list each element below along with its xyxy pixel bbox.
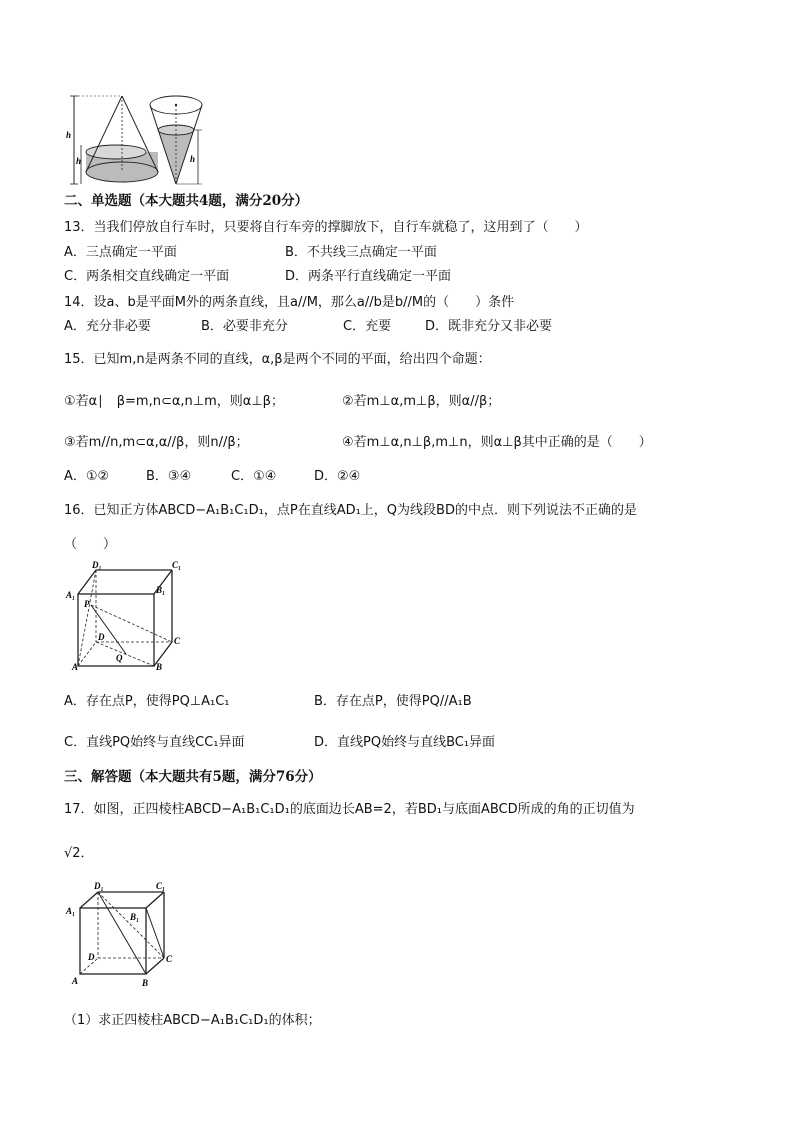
q13-option-c: C．两条相交直线确定一平面 bbox=[64, 269, 230, 284]
q16-option-b: B．存在点P，使得PQ//A₁B bbox=[314, 694, 472, 709]
q13-option-d: D．两条平行直线确定一平面 bbox=[285, 269, 452, 284]
section2-title: 二、单选题（本大题共4题，满分20分） bbox=[64, 193, 309, 209]
q16-option-a: A．存在点P，使得PQ⊥A₁C₁ bbox=[64, 694, 230, 709]
label-b1: B₁ bbox=[156, 585, 166, 595]
q14-option-a: A．充分非必要 bbox=[64, 319, 151, 334]
q16-stem: 16．已知正方体ABCD−A₁B₁C₁D₁，点P在直线AD₁上，Q为线段BD的中点．则下列说法不正确的是 bbox=[64, 503, 637, 518]
q17-stem: 17．如图，正四棱柱ABCD−A₁B₁C₁D₁的底面边长AB=2，若BD₁与底面ABCD所成的角的正切值为 bbox=[64, 802, 635, 817]
label-h1: h bbox=[76, 156, 82, 166]
q16-option-d: D．直线PQ始终与直线BC₁异面 bbox=[314, 735, 496, 750]
label-c1: C₁ bbox=[156, 881, 166, 891]
q15-option-a: A．①② bbox=[64, 469, 110, 484]
q14-option-b: B．必要非充分 bbox=[201, 319, 288, 334]
q15-proposition-4: ④若m⊥α,n⊥β,m⊥n，则α⊥β其中正确的是（ ） bbox=[342, 435, 652, 450]
q16-option-c: C．直线PQ始终与直线CC₁异面 bbox=[64, 735, 245, 750]
label-c: C bbox=[166, 954, 173, 964]
q14-option-c: C．充要 bbox=[343, 319, 392, 334]
q15-option-b: B．③④ bbox=[146, 469, 192, 484]
q15-proposition-3: ③若m//n,m⊂α,α//β，则n//β； bbox=[64, 435, 249, 450]
q14-option-d: D．既非充分又非必要 bbox=[425, 319, 553, 334]
label-a: A bbox=[72, 976, 79, 986]
label-b: B bbox=[142, 978, 149, 988]
q15-option-d: D．②④ bbox=[314, 469, 361, 484]
q13-option-a: A．三点确定一平面 bbox=[64, 245, 177, 260]
label-c1: C₁ bbox=[172, 560, 182, 570]
label-a: A bbox=[72, 662, 79, 672]
label-d1: D₁ bbox=[94, 881, 104, 891]
label-b: B bbox=[156, 662, 163, 672]
label-a1: A₁ bbox=[66, 906, 76, 916]
q15-proposition-1: ①若α∣ β=m,n⊂α,n⊥m，则α⊥β； bbox=[64, 394, 284, 409]
label-a1: A₁ bbox=[66, 590, 76, 600]
label-d: D bbox=[98, 632, 105, 642]
section3-title: 三、解答题（本大题共有5题，满分76分） bbox=[64, 769, 322, 785]
label-d: D bbox=[88, 952, 95, 962]
label-p: P bbox=[84, 599, 90, 609]
label-c: C bbox=[174, 636, 181, 646]
label-d1: D₁ bbox=[92, 560, 102, 570]
label-b1: B₁ bbox=[130, 912, 140, 922]
cone-figures bbox=[64, 92, 204, 187]
q13-option-b: B．不共线三点确定一平面 bbox=[285, 245, 437, 260]
label-q: Q bbox=[116, 653, 123, 663]
q15-option-c: C．①④ bbox=[231, 469, 277, 484]
q15-stem: 15．已知m,n是两条不同的直线，α,β是两个不同的平面，给出四个命题： bbox=[64, 352, 491, 367]
label-h: h bbox=[66, 130, 72, 140]
q17-stem-continued: √2． bbox=[64, 846, 94, 861]
prism-figure-q17 bbox=[64, 880, 184, 990]
q14-stem: 14．设a、b是平面M外的两条直线，且a//M，那么a//b是b//M的（ ）条件 bbox=[64, 295, 515, 310]
label-h2: h bbox=[190, 154, 196, 164]
cube-figure-q16 bbox=[62, 560, 192, 670]
q17-subquestion-1: （1）求正四棱柱ABCD−A₁B₁C₁D₁的体积； bbox=[64, 1013, 321, 1028]
q15-proposition-2: ②若m⊥α,m⊥β，则α//β； bbox=[342, 394, 501, 409]
q16-paren: （ ） bbox=[64, 537, 117, 552]
q13-stem: 13．当我们停放自行车时，只要将自行车旁的撑脚放下，自行车就稳了，这用到了（ ） bbox=[64, 220, 588, 235]
